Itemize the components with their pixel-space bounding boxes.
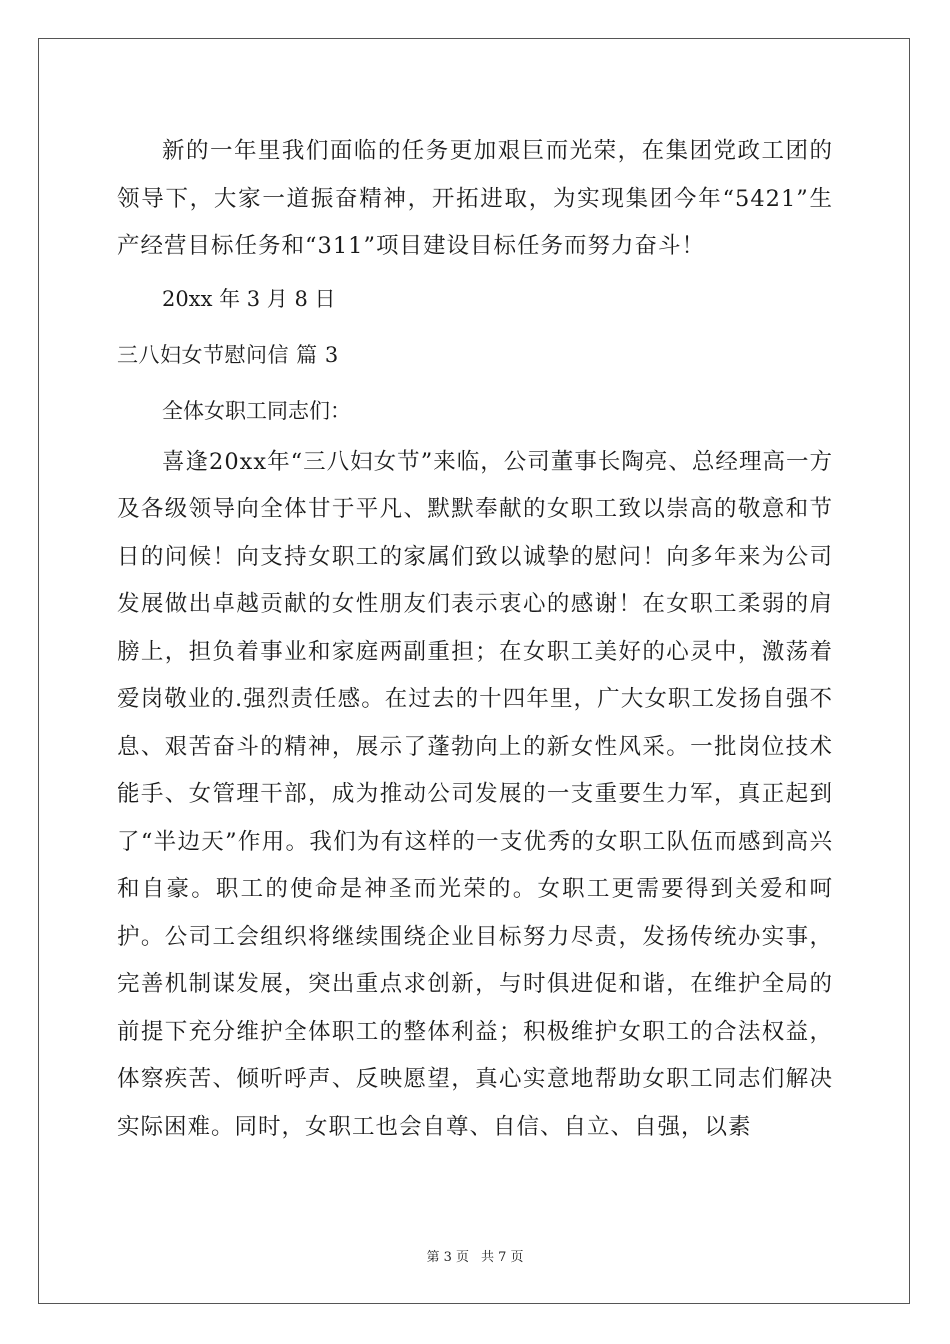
page-footer [0, 1246, 950, 1265]
page-number-total: 共 7 页 [481, 1250, 524, 1265]
letter-date: 20xx 年 3 月 8 日 [162, 286, 336, 311]
section-title: 三八妇女节慰问信 篇 3 [117, 342, 339, 367]
salutation: 全体女职工同志们： [162, 398, 351, 423]
paragraph-intro: 新的一年里我们面临的任务更加艰巨而光荣，在集团党政工团的领导下，大家一道振奋精神，开拓进取，为实现集团今年“5421”生产经营目标任务和“311”项目建设目标任务而努力奋斗！ [117, 138, 833, 259]
document-body [117, 128, 833, 1151]
paragraph-main: 喜逢20xx年“三八妇女节”来临，公司董事长陶亮、总经理高一方及各级领导向全体甘于平凡、默默奉献的女职工致以崇高的敬意和节日的问候！向支持女职工的家属们致以诚挚的慰问！向多年来为公司发展做出卓越贡献的女性朋友们表示衷心的感谢！在女职工柔弱的肩膀上，担负着事业和家庭两副重担；在女职工美好的心灵中，激荡着爱岗敬业的.强烈责任感。在过去的十四年里，广大女职工发扬自强不息、艰苦奋斗的精神，展示了蓬勃向上的新女性风采。一批岗位技术能手、女管理干部，成为推动公司发展的一支重要生力军，真正起到了“半边天”作用。我们为有这样的一支优秀的女职工队伍而感到高兴和自豪。职工的使命是神圣而光荣的。女职工更需要得到关爱和呵护。公司工会组织将继续围绕企业目标努力尽责，发扬传统办实事，完善机制谋发展，突出重点求创新，与时俱进促和谐，在维护全局的前提下充分维护全体职工的整体利益；积极维护女职工的合法权益，体察疾苦、倾听呼声、反映愿望，真心实意地帮助女职工同志们解决实际困难。同时，女职工也会自尊、自信、自立、自强，以素 [117, 448, 833, 1140]
page-number-current: 第 3 页 [426, 1250, 469, 1265]
